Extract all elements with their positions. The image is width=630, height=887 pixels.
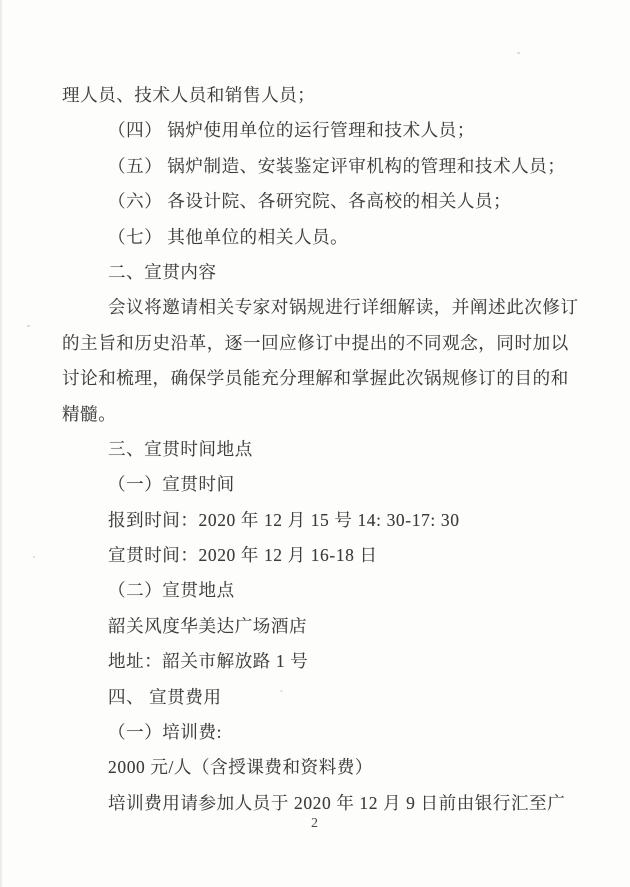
scan-speck [517, 52, 520, 54]
text-line: 报到时间：2020 年 12 月 15 号 14: 30-17: 30 [108, 509, 460, 530]
page-number: 2 [311, 816, 319, 831]
scan-speck [33, 556, 35, 558]
scan-speck [27, 325, 30, 327]
text-line: 的主旨和历史沿革，逐一回应修订中提出的不同观念，同时加以 [62, 332, 569, 353]
text-line: 2000 元/人（含授课费和资料费） [108, 757, 374, 778]
text-line: 二、宣贯内容 [108, 261, 217, 282]
text-line: 韶关风度华美达广场酒店 [108, 615, 308, 636]
text-line: （七） 其他单位的相关人员。 [108, 226, 349, 247]
text-line: 宣贯时间：2020 年 12 月 16-18 日 [108, 545, 378, 566]
text-line: 培训费用请参加人员于 2020 年 12 月 9 日前由银行汇至广 [108, 792, 566, 813]
document-body [62, 78, 579, 821]
text-line: 地址：韶关市解放路 1 号 [108, 651, 309, 672]
text-line: 讨论和梳理，确保学员能充分理解和掌握此次锅规修订的目的和 [62, 368, 569, 389]
text-line: （四） 锅炉使用单位的运行管理和技术人员； [108, 120, 475, 141]
scan-edge-artifact [0, 0, 3, 887]
text-line: 四、 宣贯费用 [108, 686, 222, 707]
text-line: （五） 锅炉制造、安装鉴定评审机构的管理和技术人员； [108, 155, 566, 176]
text-line: （一）培训费: [108, 722, 223, 743]
text-line: 三、宣贯时间地点 [108, 438, 253, 459]
text-line: （二）宣贯地点 [108, 580, 235, 601]
text-line: （一）宣贯时间 [108, 474, 235, 495]
text-line: 会议将邀请相关专家对锅规进行详细解读，并阐述此次修订 [108, 297, 579, 318]
text-line: 精髓。 [62, 403, 117, 424]
text-line: 理人员、技术人员和销售人员； [62, 85, 316, 105]
text-line: （六） 各设计院、各研究院、各高校的相关人员； [108, 191, 512, 212]
